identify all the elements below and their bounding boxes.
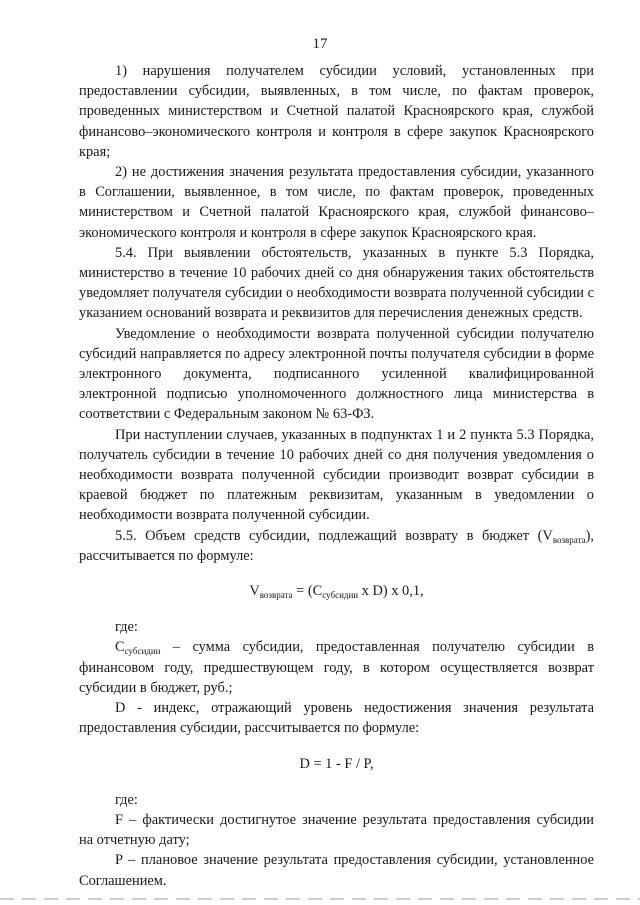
definition-c-text: – сумма субсидии, предоставленная получателю субсидии в финансовом году, предшествующем году, в котором осуществляется возврат субсидии в бюджет, руб.;: [79, 639, 594, 696]
page-number: 17: [312, 36, 328, 52]
where-label-1: где:: [115, 619, 138, 636]
definition-p: P – плановое значение результата предоставления субсидии, установленное Соглашением.: [79, 852, 594, 889]
where-label-2: где:: [115, 791, 138, 808]
paragraph-5-5-text-after: ), рассчитывается по формуле:: [79, 527, 594, 564]
definition-f: F – фактически достигнутое значение результата предоставления субсидии на отчетную дату;: [79, 811, 594, 849]
definition-c-subscript: субсидии: [124, 646, 161, 657]
paragraph-5-5: [79, 526, 594, 566]
definition-d: D - индекс, отражающий уровень недостижения значения результата предоставления субсидии, рассчитывается по формуле:: [79, 700, 594, 737]
formula-middle: = (C: [292, 583, 323, 600]
paragraph-item-2: 2) не достижения значения результата предоставления субсидии, указанного в Соглашении, выявленное, в том числе, по фактам проверок, проведенных министерством и Счетной палатой Красноярского края, службой финансово–экономического контроля и контроля в сфере закупок Красноярского края.: [79, 164, 594, 241]
formula-rest: x D) x 0,1,: [358, 583, 424, 600]
paragraph-cases: При наступлении случаев, указанных в подпунктах 1 и 2 пункта 5.3 Порядка, получатель субсидии в течение 10 рабочих дней со дня получения уведомления о необходимости возврата полученной субсидии производит возврат субсидии в краевой бюджет по платежным реквизитам, указанным в уведомлении о необходимости возврата полученной субсидии.: [79, 426, 594, 524]
formula-return-volume: [79, 581, 594, 601]
paragraph-item-1: 1) нарушения получателем субсидии условий, установленных при предоставлении субсидии, выявленных, в том числе, по фактам проверок, проведенных министерством и Счетной палатой Красноярского края, службой финансово–экономического контроля и контроля в сфере закупок Красноярского края;: [79, 63, 594, 160]
scan-bottom-edge: [0, 898, 640, 900]
formula-v-subscript: возврата: [259, 590, 293, 601]
formula-index-d: D = 1 - F / P,: [299, 755, 374, 772]
document-body: [79, 61, 594, 891]
paragraph-5-4: 5.4. При выявлении обстоятельств, указанных в пункте 5.3 Порядка, министерство в течение 10 рабочих дней со дня обнаружения таких обстоятельств уведомляет получателя субсидии о необходимости возврата полученной субсидии с указанием оснований возврата и реквизитов для перечисления денежных средств.: [79, 244, 594, 322]
paragraph-5-5-subscript: возврата: [552, 534, 586, 545]
definition-c: [79, 637, 594, 698]
paragraph-5-5-text-before: 5.5. Объем средств субсидии, подлежащий возврату в бюджет (V: [115, 527, 553, 544]
formula-v-symbol: V: [249, 583, 260, 600]
definition-c-symbol: C: [115, 639, 125, 656]
paragraph-notice: Уведомление о необходимости возврата полученной субсидии получателю субсидий направляется по адресу электронной почты получателя субсидии в форме электронного документа, подписанного усиленной квалифицированной электронной подписью уполномоченного должностного лица министерства в соответствии с Федеральным законом № 63-ФЗ.: [79, 325, 594, 423]
formula-c-subscript: субсидии: [322, 590, 359, 601]
